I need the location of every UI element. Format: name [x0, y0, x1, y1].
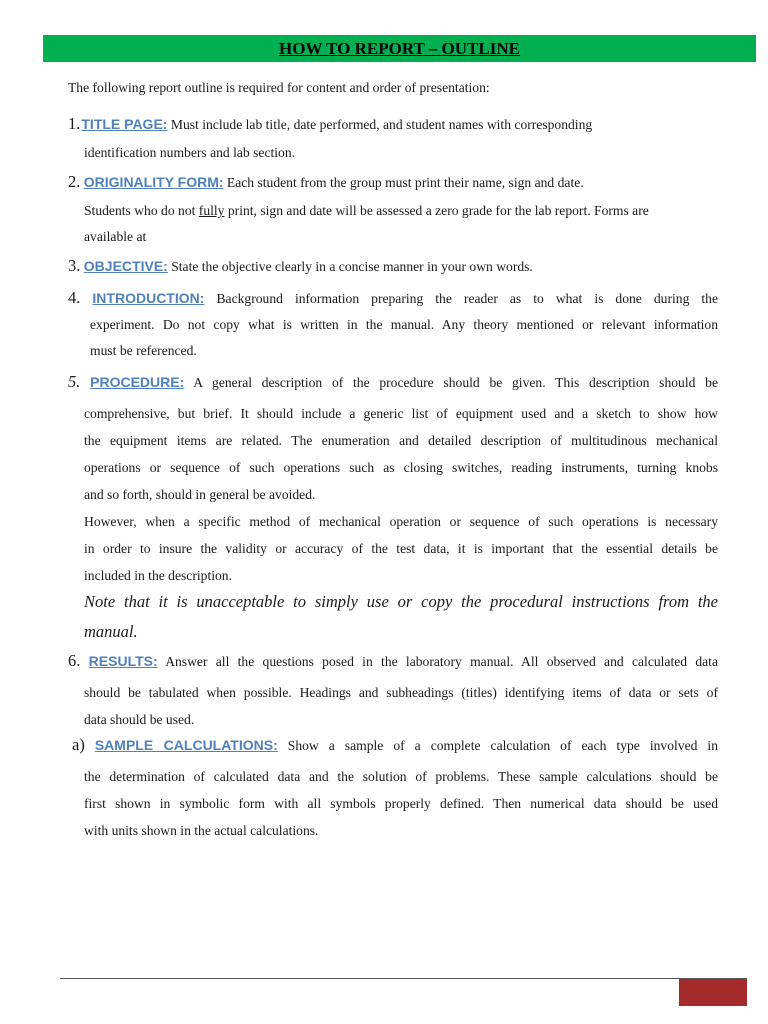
heading-colon: :: [162, 116, 168, 132]
section-heading: PROCEDURE:: [90, 374, 185, 390]
item-number: 1.: [68, 114, 81, 133]
item-text-continued: operations or sequence of such operations such as closing switches, reading instruments, turning knobs: [84, 460, 718, 475]
item-objective: [68, 256, 533, 276]
intro-text: The following report outline is required for content and order of presentation:: [68, 80, 490, 95]
item-sample-calculations: [72, 735, 718, 755]
note-text: manual.: [84, 622, 138, 641]
page-title: HOW TO REPORT – OUTLINE: [279, 39, 520, 58]
item-text-continued: experiment. Do not copy what is written in the manual. Any theory mentioned or relevant information: [90, 317, 718, 332]
item-text-continued: in order to insure the validity or accuracy of the test data, it is important that the essential details be: [84, 541, 718, 556]
item-text-continued: data should be used.: [84, 712, 195, 727]
section-heading: RESULTS:: [88, 653, 158, 669]
item-text-continued: [84, 203, 649, 219]
item-number: 4.: [68, 288, 81, 307]
item-text-continued: must be referenced.: [90, 343, 197, 358]
item-number: 5.: [68, 372, 81, 391]
item-text-continued: identification numbers and lab section.: [84, 145, 296, 160]
item-results: [68, 651, 718, 671]
item-text-continued: first shown in symbolic form with all symbols properly defined. Then numerical data should be used: [84, 796, 718, 811]
item-text: Show a sample of a complete calculation of each type involved in: [287, 738, 718, 753]
item-first-line: [68, 372, 718, 392]
item-text: Answer all the questions posed in the laboratory manual. All observed and calculated data: [165, 654, 718, 669]
item-first-line: [68, 651, 718, 671]
item-procedure-body: [84, 400, 718, 589]
item-introduction: [68, 288, 718, 308]
item-text-continued: with units shown in the actual calculations.: [84, 823, 319, 838]
title-bar: [43, 35, 756, 62]
item-text-continued: comprehensive, but brief. It should include a generic list of equipment used and a sketch to show how: [84, 406, 718, 421]
text-fragment: print, sign and date will be assessed a zero grade for the lab report. Forms are: [224, 203, 649, 218]
item-text-continued: the determination of calculated data and the solution of problems. These sample calculations should be: [84, 769, 718, 784]
heading-colon: :: [273, 737, 278, 753]
item-number: 6.: [68, 651, 81, 670]
procedure-note: [84, 587, 718, 647]
section-heading: SAMPLE CALCULATIONS: [94, 737, 274, 753]
item-number: 2.: [68, 172, 81, 191]
section-heading: INTRODUCTION:: [92, 290, 205, 306]
underlined-word: fully: [198, 203, 225, 218]
item-number: a): [72, 735, 85, 754]
item-results-body: [84, 679, 718, 733]
item-number: 3.: [68, 256, 81, 275]
note-text: Note that it is unacceptable to simply use or copy the procedural instructions from the: [84, 592, 718, 611]
item-text: Must include lab title, date performed, and student names with corresponding: [170, 117, 593, 132]
section-heading: TITLE PAGE: [81, 116, 163, 132]
item-text-continued: However, when a specific method of mechanical operation or sequence of such operations is necessary: [84, 514, 718, 529]
item-text-continued: and so forth, should in general be avoided.: [84, 487, 316, 502]
item-introduction-body: [90, 316, 718, 334]
text-fragment: Students who do not: [84, 203, 199, 218]
item-text-continued: included in the description.: [84, 568, 232, 583]
footer-page-box: [679, 979, 747, 1006]
item-text-continued: available at: [84, 229, 147, 244]
item-text-continued: the equipment items are related. The enumeration and detailed description of multitudinous mechanical: [84, 433, 718, 448]
section-heading: ORIGINALITY FORM:: [83, 174, 224, 190]
item-sample-body: [84, 763, 718, 844]
item-text: A general description of the procedure should be given. This description should be: [193, 375, 718, 390]
item-text: Each student from the group must print their name, sign and date.: [226, 175, 584, 190]
item-first-line: [68, 288, 718, 308]
item-procedure: [68, 372, 718, 392]
footer-rule: [60, 978, 747, 979]
section-heading: OBJECTIVE:: [83, 258, 168, 274]
item-title-page: [68, 114, 592, 134]
item-first-line: [72, 735, 718, 755]
item-originality-form: [68, 172, 584, 192]
item-text-continued: should be tabulated when possible. Headings and subheadings (titles) identifying items of data or sets of: [84, 685, 718, 700]
item-text: State the objective clearly in a concise manner in your own words.: [171, 259, 533, 274]
item-text: Background information preparing the reader as to what is done during the: [216, 291, 719, 306]
